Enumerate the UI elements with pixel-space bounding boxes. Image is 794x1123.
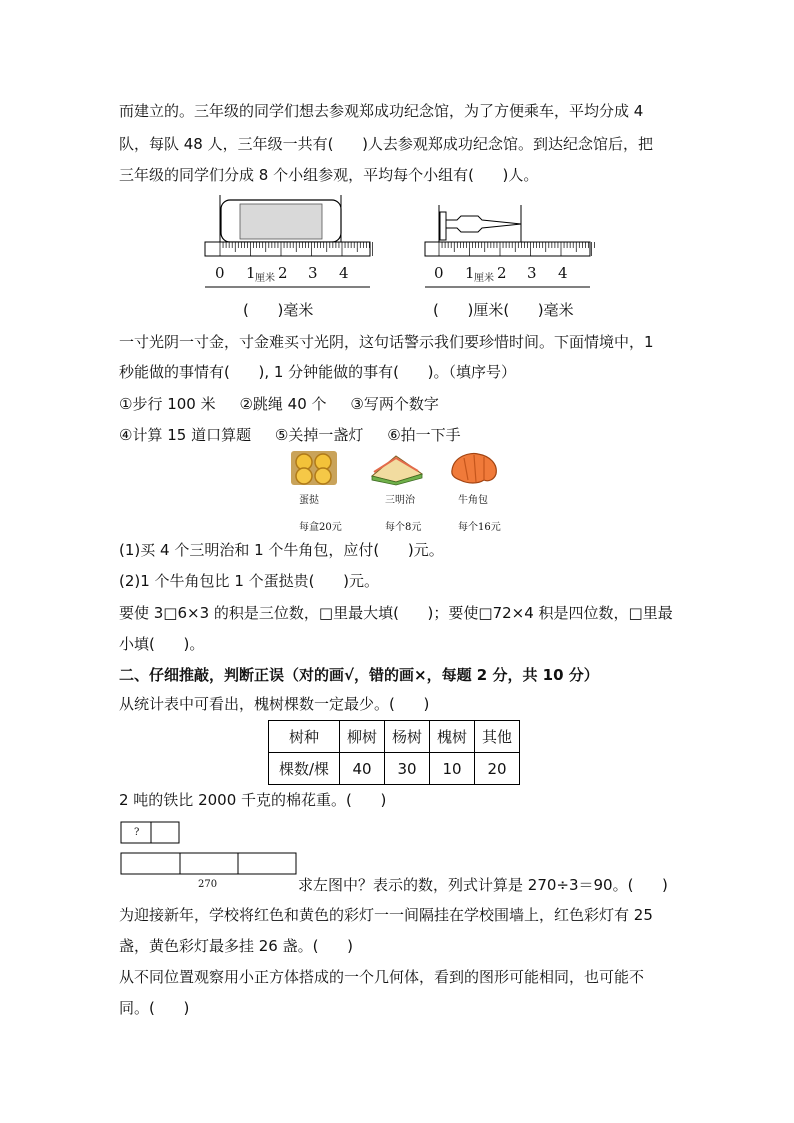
tree-statistics-table [268,720,520,785]
ruler-tick-label: 0 [215,264,225,282]
table-row [269,721,520,753]
ruler-unit-label: 厘米 [474,273,494,284]
diagram-total-label: 270 [198,879,218,890]
text-line: (1)买 4 个三明治和 1 个牛角包，应付( )元。 [119,541,444,559]
text-line: 而建立的。三年级的同学们想去参观郑成功纪念馆，为了方便乘车，平均分成 4 [119,102,644,120]
egg-tart-icon [290,450,338,486]
food-name: 三明治 [385,495,415,506]
table-row [269,753,520,785]
ruler-tick-label: 2 [497,264,507,282]
sandwich-icon [368,452,426,486]
table-cell: 柳树 [340,721,385,753]
ruler-tick-label: 4 [558,264,568,282]
food-price: 每盒20元 [299,522,342,533]
ruler-tick-label: 2 [278,264,288,282]
text-line: 秒能做的事情有( ), 1 分钟能做的事有( )。（填序号） [119,363,516,381]
croissant-icon [448,450,500,486]
table-cell: 槐树 [430,721,475,753]
table-cell: 40 [340,753,385,785]
text-line: 2 吨的铁比 2000 千克的棉花重。( ) [119,791,387,809]
ruler-tick-label: 3 [308,264,318,282]
bar-model-diagram [119,818,301,878]
ruler-tick-label: 4 [339,264,349,282]
text-line: 从统计表中可看出，槐树棵数一定最少。( ) [119,695,430,713]
table-cell: 树种 [269,721,340,753]
table-cell: 其他 [475,721,520,753]
ruler-tick-label: 1 [465,264,475,282]
ruler-tick-label: 3 [527,264,537,282]
text-line: (2)1 个牛角包比 1 个蛋挞贵( )元。 [119,572,379,590]
table-cell: 30 [385,753,430,785]
ruler-unit-label: 厘米 [255,273,275,284]
text-line: 小填( )。 [119,635,205,653]
text-line: 同。( ) [119,999,190,1017]
ruler-caption: ( )毫米 [243,301,314,319]
food-name: 牛角包 [458,495,488,506]
text-line: 求左图中？表示的数，列式计算是 270÷3＝90。( ) [298,876,668,894]
text-line: 要使 3□6×3 的积是三位数，□里最大填( )；要使□72×4 积是四位数，□里最 [119,604,673,622]
ruler-tick-label: 0 [434,264,444,282]
food-price: 每个8元 [385,522,422,533]
text-line: 为迎接新年，学校将红色和黄色的彩灯一一间隔挂在学校围墙上，红色彩灯有 25 [119,906,653,924]
text-line: ④计算 15 道口算题 ⑤关掉一盏灯 ⑥拍一下手 [119,426,461,444]
table-cell: 杨树 [385,721,430,753]
section-heading: 二、仔细推敲，判断正误（对的画√，错的画×，每题 2 分，共 10 分） [119,666,599,684]
ruler-tick-label: 1 [246,264,256,282]
table-cell: 棵数/棵 [269,753,340,785]
text-line: 队，每队 48 人，三年级一共有( )人去参观郑成功纪念馆。到达纪念馆后，把 [119,135,653,153]
text-line: 从不同位置观察用小正方体搭成的一个几何体，看到的图形可能相同，也可能不 [119,968,645,986]
diagram-question-mark: ? [134,827,140,838]
text-line: 盏，黄色彩灯最多挂 26 盏。( ) [119,937,353,955]
food-name: 蛋挞 [299,495,319,506]
text-line: 一寸光阴一寸金，寸金难买寸光阴，这句话警示我们要珍惜时间。下面情境中，1 [119,333,654,351]
table-cell: 20 [475,753,520,785]
ruler-caption: ( )厘米( )毫米 [433,301,574,319]
text-line: 三年级的同学们分成 8 个小组参观，平均每个小组有( )人。 [119,166,539,184]
text-line: ①步行 100 米 ②跳绳 40 个 ③写两个数字 [119,395,439,413]
food-price: 每个16元 [458,522,501,533]
table-cell: 10 [430,753,475,785]
